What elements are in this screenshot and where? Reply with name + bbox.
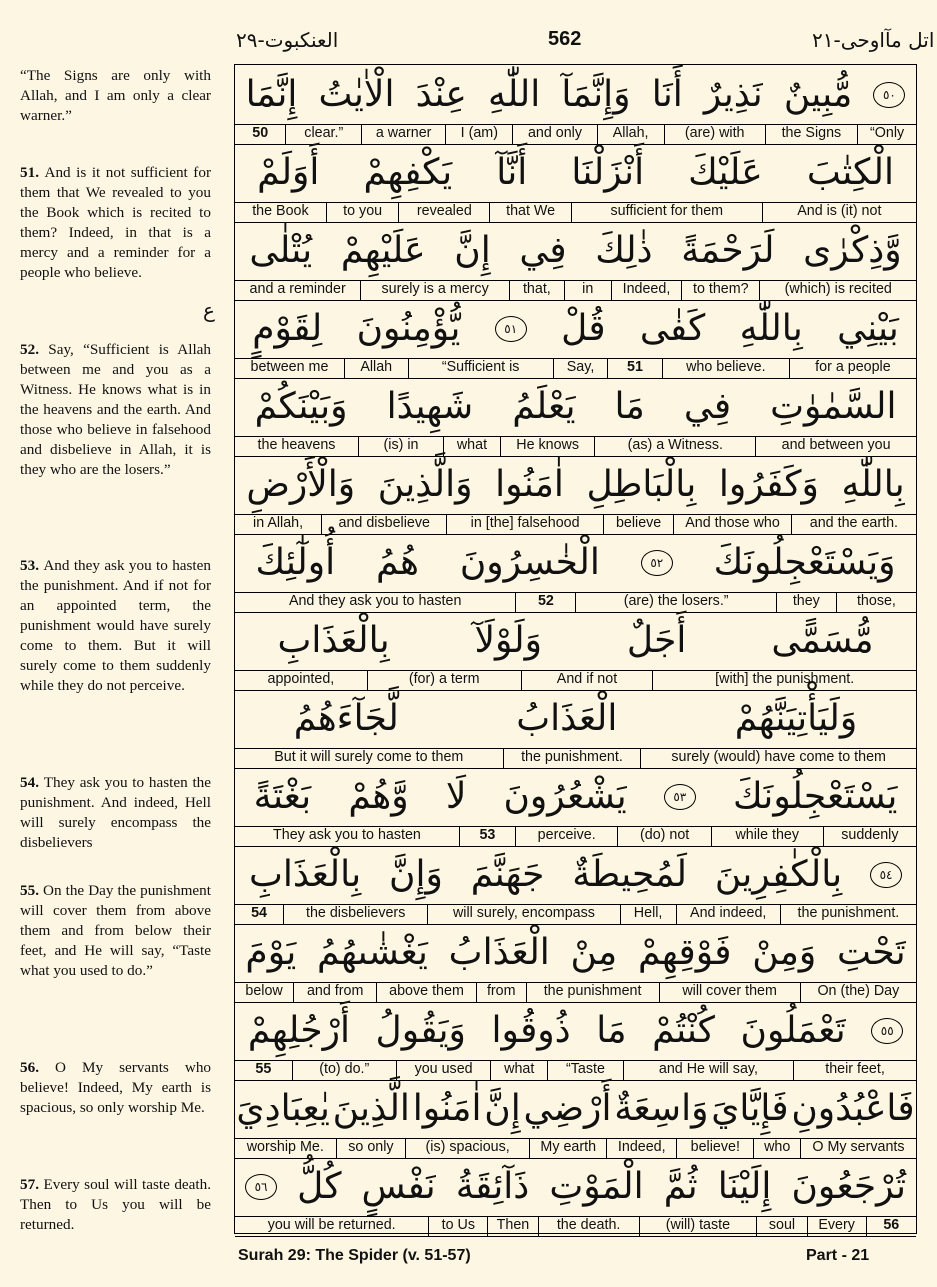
gloss-line xyxy=(235,124,916,145)
verse-number: 52. xyxy=(20,341,49,358)
arabic-word: وَيَسْتَعْجِلُونَكَ xyxy=(713,542,896,583)
gloss-word: who xyxy=(753,1139,799,1158)
arabic-word: مِنْ xyxy=(570,932,618,973)
arabic-word: وَمِنْ xyxy=(752,932,817,973)
page-number: 562 xyxy=(548,28,582,50)
arabic-word: وَاسِعَةٌ xyxy=(614,1088,709,1129)
verse-row xyxy=(235,1079,916,1157)
arabic-word: أَنَا xyxy=(651,74,683,115)
translation-verse xyxy=(20,881,211,981)
arabic-word: كُنْتُمْ xyxy=(652,1010,715,1051)
gloss-verse-number: 50 xyxy=(252,125,269,141)
verse-row xyxy=(235,611,916,689)
arabic-word: اللّٰهِ xyxy=(488,74,541,115)
gloss-word: [with] the punishment. xyxy=(652,671,916,690)
arabic-line xyxy=(235,1001,916,1060)
gloss-word: (for) a term xyxy=(367,671,521,690)
verse-text: Say, “Sufficient is Allah between me and you as a Witness. He knows what is in the heavens and the earth. And those who believe in falsehood and disbelieve in Allah, it is they who are the losers.” xyxy=(20,341,212,478)
gloss-verse-number: 53 xyxy=(459,827,515,846)
verse-row xyxy=(235,143,916,221)
gloss-word: the Signs xyxy=(765,125,857,144)
arabic-word: ثُمَّ xyxy=(663,1166,698,1207)
gloss-word: Hell, xyxy=(620,905,676,924)
arabic-word: وَكَفَرُوا xyxy=(718,464,819,505)
arabic-word: يَسْتَعْجِلُونَكَ xyxy=(732,776,898,817)
translation-verse xyxy=(20,773,211,853)
arabic-word: عِنْدَ xyxy=(415,74,467,115)
gloss-word: the punishment. xyxy=(780,905,916,924)
gloss-word: will cover them xyxy=(659,983,800,1002)
translation-verse xyxy=(20,1058,211,1118)
verse-text: And they ask you to hasten the punishment. And if not for an appointed term, the punishment would have surely come to them. But it will surely come to them suddenly while they do not perceive. xyxy=(20,557,211,694)
arabic-word: وَإِنَّ xyxy=(389,854,443,895)
gloss-word: and between you xyxy=(755,437,916,456)
ayah-marker: ٥٥ xyxy=(871,1018,903,1044)
gloss-word: He knows xyxy=(500,437,595,456)
verse-text: On the Day the punishment will cover them from above them and from below their feet, and He will say, “Taste what you used to do.” xyxy=(20,882,211,979)
gloss-word: and He will say, xyxy=(623,1061,793,1080)
gloss-word: (as) a Witness. xyxy=(594,437,755,456)
gloss-word: those, xyxy=(836,593,916,612)
gloss-word: that, xyxy=(509,281,564,300)
arabic-word: شَهِيدًا xyxy=(386,386,474,427)
arabic-word: السَّمٰوٰتِ xyxy=(770,386,897,427)
gloss-word: surely (would) have come to them xyxy=(640,749,916,768)
gloss-word: Allah xyxy=(344,359,408,378)
arabic-word: الْعَذَابُ xyxy=(448,932,550,973)
arabic-line xyxy=(235,533,916,592)
gloss-line xyxy=(235,1216,916,1237)
gloss-word: to Us xyxy=(428,1217,487,1236)
arabic-line xyxy=(235,143,916,202)
arabic-word: ذٰلِكَ xyxy=(595,230,653,271)
arabic-line xyxy=(235,1079,916,1138)
arabic-word: لَّجَآءَهُمُ xyxy=(293,698,399,739)
ruku-mark: ع xyxy=(203,298,215,322)
gloss-line xyxy=(235,904,916,925)
verse-row xyxy=(235,923,916,1001)
ayah-marker: ٥٤ xyxy=(870,862,902,888)
ayah-marker: ٥٣ xyxy=(664,784,696,810)
verse-text: And is it not sufficient for them that We revealed to you the Book which is recited to them? Indeed, in that is a mercy and a reminder for a people who believe. xyxy=(20,164,211,281)
verse-row xyxy=(235,455,916,533)
arabic-line xyxy=(235,377,916,436)
arabic-word: مَا xyxy=(596,1010,627,1051)
verse-number: 57. xyxy=(20,1176,44,1193)
gloss-word: I (am) xyxy=(445,125,512,144)
arabic-word: وَيَقُولُ xyxy=(375,1010,466,1051)
arabic-word: يٰعِبَادِيَ xyxy=(236,1088,330,1129)
arabic-word: أَجَلٌ xyxy=(626,620,687,661)
arabic-line xyxy=(235,1157,916,1216)
arabic-word: لَمُحِيطَةٌ xyxy=(572,854,687,895)
verse-number: 54. xyxy=(20,774,44,791)
gloss-verse-number: 52 xyxy=(515,593,575,612)
verse-text: “The Signs are only with Allah, and I am only a clear warner.” xyxy=(20,67,211,124)
gloss-word: worship Me. xyxy=(246,1139,324,1155)
arabic-word: الْخٰسِرُونَ xyxy=(459,542,600,583)
gloss-word: believe! xyxy=(676,1139,753,1158)
gloss-word: But it will surely come to them xyxy=(274,749,464,765)
gloss-word: soul xyxy=(756,1217,806,1236)
gloss-word: a warner xyxy=(361,125,445,144)
arabic-word: إِلَيْنَا xyxy=(717,1166,772,1207)
arabic-word: وَالْأَرْضِ xyxy=(246,464,356,505)
verse-row xyxy=(235,845,916,923)
gloss-word: Say, xyxy=(553,359,607,378)
gloss-word: (which) is recited xyxy=(759,281,916,300)
arabic-word: يَشْعُرُونَ xyxy=(503,776,627,817)
gloss-word: and only xyxy=(512,125,596,144)
arabic-line xyxy=(235,65,916,124)
verse-text: They ask you to hasten the punishment. And indeed, Hell will surely encompass the disbelievers xyxy=(20,774,212,851)
arabic-word: أَنَّآ xyxy=(496,152,528,193)
verse-number: 55. xyxy=(20,882,44,899)
gloss-word: who believe. xyxy=(662,359,789,378)
gloss-word: “Taste xyxy=(547,1061,623,1080)
arabic-word: إِنَّ xyxy=(454,230,491,271)
gloss-word: My earth xyxy=(529,1139,606,1158)
arabic-word: فَوْقِهِمْ xyxy=(637,932,732,973)
gloss-word: sufficient for them xyxy=(571,203,762,222)
gloss-word: above them xyxy=(376,983,476,1002)
arabic-word: إِنَّ xyxy=(484,1088,521,1129)
arabic-word: بِاللّٰهِ xyxy=(841,464,905,505)
arabic-word: تَحْتِ xyxy=(837,932,906,973)
gloss-word: in xyxy=(564,281,611,300)
gloss-line xyxy=(235,592,916,613)
arabic-word: مَا xyxy=(614,386,645,427)
arabic-word: عَلَيْكَ xyxy=(688,152,763,193)
gloss-word: (do) not xyxy=(617,827,710,846)
translation-verse xyxy=(20,1175,211,1235)
arabic-word: أَوَلَمْ xyxy=(257,152,320,193)
arabic-word: الَّذِينَ xyxy=(332,1088,410,1129)
gloss-line xyxy=(235,436,916,457)
arabic-word: يُتْلٰى xyxy=(249,230,313,271)
arabic-word: أَرْجُلِهِمْ xyxy=(247,1010,350,1051)
arabic-word: عَلَيْهِمْ xyxy=(340,230,426,271)
arabic-word: قُلْ xyxy=(561,308,606,349)
gloss-word: from xyxy=(476,983,526,1002)
arabic-word: فَإِيَّايَ xyxy=(711,1088,789,1129)
verse-row xyxy=(235,1001,916,1079)
gloss-word: and a reminder xyxy=(249,281,346,297)
arabic-word: لَا xyxy=(445,776,467,817)
gloss-word: you will be returned. xyxy=(267,1217,396,1233)
gloss-word: and from xyxy=(293,983,376,1002)
arabic-word: مُّسَمًّى xyxy=(771,620,874,661)
gloss-word: the punishment. xyxy=(503,749,641,768)
arabic-word: الْعَذَابُ xyxy=(516,698,618,739)
arabic-word: يَوْمَ xyxy=(245,932,297,973)
gloss-line xyxy=(235,1060,916,1081)
arabic-word: وَلَيَأْتِيَنَّهُمْ xyxy=(734,698,858,739)
gloss-word: suddenly xyxy=(823,827,916,846)
arabic-line xyxy=(235,221,916,280)
gloss-word: (are) with xyxy=(664,125,765,144)
ayah-marker: ٥١ xyxy=(495,316,527,342)
gloss-word: what xyxy=(443,437,500,456)
arabic-word: نَفْسٍ xyxy=(361,1166,436,1207)
gloss-word: And those who xyxy=(673,515,790,534)
gloss-word: below xyxy=(245,983,283,999)
verse-row xyxy=(235,65,916,143)
gloss-word: And is (it) not xyxy=(762,203,916,222)
gloss-word: (are) the losers.” xyxy=(575,593,775,612)
gloss-line xyxy=(235,826,916,847)
arabic-word: مُّبِينٌ xyxy=(783,74,853,115)
gloss-word: the heavens xyxy=(257,437,336,453)
arabic-word: ذُوقُوا xyxy=(491,1010,571,1051)
arabic-word: وَّذِكْرٰى xyxy=(803,230,902,271)
gloss-word: you used xyxy=(396,1061,491,1080)
gloss-line xyxy=(235,1138,916,1159)
gloss-word: will surely, encompass xyxy=(427,905,619,924)
arabic-line xyxy=(235,845,916,904)
arabic-word: وَلَوْلَآ xyxy=(474,620,542,661)
footer-part: Part - 21 xyxy=(806,1247,870,1264)
gloss-word: while they xyxy=(711,827,823,846)
gloss-word: the disbelievers xyxy=(283,905,427,924)
gloss-word: “Sufficient is xyxy=(408,359,553,378)
gloss-line xyxy=(235,358,916,379)
arabic-word: اٰمَنُوا xyxy=(495,464,564,505)
gloss-word: the punishment xyxy=(526,983,659,1002)
ayah-marker: ٥٢ xyxy=(641,550,673,576)
arabic-word: بِالْبَاطِلِ xyxy=(586,464,697,505)
arabic-word: يَعْلَمُ xyxy=(512,386,576,427)
arabic-word: يَغْشٰىهُمُ xyxy=(317,932,428,973)
arabic-line xyxy=(235,767,916,826)
translation-verse xyxy=(20,556,211,696)
arabic-word: وَبَيْنَكُمْ xyxy=(254,386,348,427)
arabic-word: نَذِيرٌ xyxy=(703,74,763,115)
gloss-word: They ask you to hasten xyxy=(273,827,421,843)
translation-verse xyxy=(20,163,211,283)
gloss-verse-number: 55 xyxy=(255,1061,272,1077)
arabic-word: وَالَّذِينَ xyxy=(377,464,473,505)
gloss-line xyxy=(235,514,916,535)
arabic-word: فِي xyxy=(683,386,732,427)
gloss-word: (is) spacious, xyxy=(405,1139,529,1158)
verse-text: O My servants who believe! Indeed, My earth is spacious, so only worship Me. xyxy=(20,1059,212,1116)
ayah-marker: ٥٦ xyxy=(245,1174,277,1200)
gloss-word: what xyxy=(490,1061,547,1080)
gloss-word: between me xyxy=(250,359,329,375)
gloss-word: (will) taste xyxy=(639,1217,757,1236)
verse-number: 51. xyxy=(20,164,45,181)
verse-number: 53. xyxy=(20,557,44,574)
verse-row xyxy=(235,533,916,611)
arabic-line xyxy=(235,689,916,748)
arabic-word: فَاعْبُدُونِ xyxy=(791,1088,915,1129)
arabic-word: تُرْجَعُونَ xyxy=(791,1166,906,1207)
verse-row xyxy=(235,767,916,845)
gloss-word: revealed xyxy=(398,203,489,222)
gloss-verse-number: 56 xyxy=(866,1217,916,1236)
gloss-word: Indeed, xyxy=(606,1139,676,1158)
translation-verse xyxy=(20,66,211,126)
verse-row xyxy=(235,689,916,767)
gloss-verse-number: 51 xyxy=(607,359,661,378)
gloss-line xyxy=(235,280,916,301)
arabic-line xyxy=(235,611,916,670)
arabic-line xyxy=(235,455,916,514)
gloss-word: (to) do.” xyxy=(292,1061,396,1080)
gloss-word: perceive. xyxy=(515,827,618,846)
gloss-word: and disbelieve xyxy=(321,515,446,534)
arabic-word: جَهَنَّمَ xyxy=(470,854,545,895)
arabic-word: إِنَّمَا xyxy=(245,74,298,115)
arabic-word: أَرْضِي xyxy=(523,1088,612,1129)
gloss-line xyxy=(235,748,916,769)
gloss-word: in [the] falsehood xyxy=(446,515,603,534)
gloss-line xyxy=(235,202,916,223)
gloss-word: Allah, xyxy=(597,125,664,144)
gloss-word: And indeed, xyxy=(676,905,780,924)
gloss-word: the death. xyxy=(538,1217,639,1236)
gloss-word: to them? xyxy=(681,281,759,300)
gloss-line xyxy=(235,670,916,691)
arabic-word: اٰمَنُوا xyxy=(412,1088,482,1129)
arabic-line xyxy=(235,299,916,358)
gloss-word: surely is a mercy xyxy=(360,281,509,300)
verse-row xyxy=(235,299,916,377)
gloss-word: (is) in xyxy=(358,437,443,456)
gloss-word: “Only xyxy=(857,125,916,144)
arabic-word: يُّؤْمِنُونَ xyxy=(356,308,461,349)
arabic-word: لَرَحْمَةً xyxy=(681,230,775,271)
gloss-word: Then xyxy=(487,1217,537,1236)
arabic-word: ذَآئِقَةُ xyxy=(455,1166,530,1207)
translation-verse xyxy=(20,340,211,480)
gloss-line xyxy=(235,982,916,1003)
verse-row xyxy=(235,377,916,455)
gloss-word: so only xyxy=(336,1139,406,1158)
gloss-word: Every xyxy=(807,1217,866,1236)
gloss-word: believe xyxy=(603,515,673,534)
arabic-word: أُولٰٓئِكَ xyxy=(255,542,336,583)
arabic-word: بَيْنِي xyxy=(837,308,899,349)
arabic-word: أَنْزَلْنَا xyxy=(571,152,645,193)
gloss-word: And they ask you to hasten xyxy=(288,593,462,609)
gloss-word: clear.” xyxy=(285,125,361,144)
arabic-word: لِقَوْمٍ xyxy=(252,308,323,349)
gloss-word: appointed, xyxy=(267,671,335,687)
word-by-word-grid xyxy=(234,64,917,1234)
arabic-word: بِالْكٰفِرِينَ xyxy=(714,854,843,895)
arabic-word: الْكِتٰبَ xyxy=(806,152,894,193)
gloss-word: for a people xyxy=(789,359,916,378)
arabic-word: كُلُّ xyxy=(297,1166,342,1207)
gloss-word: their feet, xyxy=(793,1061,916,1080)
footer-surah: Surah 29: The Spider (v. 51-57) xyxy=(238,1247,471,1264)
arabic-word: الْاٰيٰتُ xyxy=(318,74,395,115)
gloss-word: Indeed, xyxy=(611,281,681,300)
verse-text: Every soul will taste death. Then to Us you will be returned. xyxy=(20,1176,212,1233)
gloss-word: to you xyxy=(326,203,399,222)
gloss-word: On (the) Day xyxy=(800,983,916,1002)
verse-row xyxy=(235,221,916,299)
ayah-marker: ٥٠ xyxy=(873,82,905,108)
gloss-word: they xyxy=(776,593,836,612)
header-surah-arabic: العنكبوت-٢٩ xyxy=(236,28,339,52)
arabic-word: وَّهُمْ xyxy=(348,776,409,817)
gloss-word: And if not xyxy=(521,671,653,690)
arabic-word: بِاللّٰهِ xyxy=(739,308,803,349)
verse-row xyxy=(235,1157,916,1235)
gloss-word: the Book xyxy=(252,203,309,219)
gloss-word: O My servants xyxy=(800,1139,916,1158)
arabic-word: بِالْعَذَابِ xyxy=(277,620,390,661)
gloss-word: and the earth. xyxy=(791,515,916,534)
arabic-word: فِي xyxy=(519,230,567,271)
arabic-word: وَإِنَّمَآ xyxy=(561,74,631,115)
header-juz-arabic: اتل مآاوحی-٢١ xyxy=(812,28,935,52)
arabic-word: هُمُ xyxy=(375,542,419,583)
arabic-word: الْمَوْتِ xyxy=(549,1166,644,1207)
gloss-word: that We xyxy=(489,203,571,222)
gloss-word: in Allah, xyxy=(253,515,304,531)
arabic-word: كَفٰى xyxy=(639,308,706,349)
arabic-word: يَكْفِهِمْ xyxy=(363,152,453,193)
arabic-word: بِالْعَذَابِ xyxy=(249,854,362,895)
arabic-word: بَغْتَةً xyxy=(253,776,312,817)
arabic-line xyxy=(235,923,916,982)
gloss-verse-number: 54 xyxy=(251,905,267,921)
verse-number: 56. xyxy=(20,1059,55,1076)
arabic-word: تَعْمَلُونَ xyxy=(740,1010,846,1051)
